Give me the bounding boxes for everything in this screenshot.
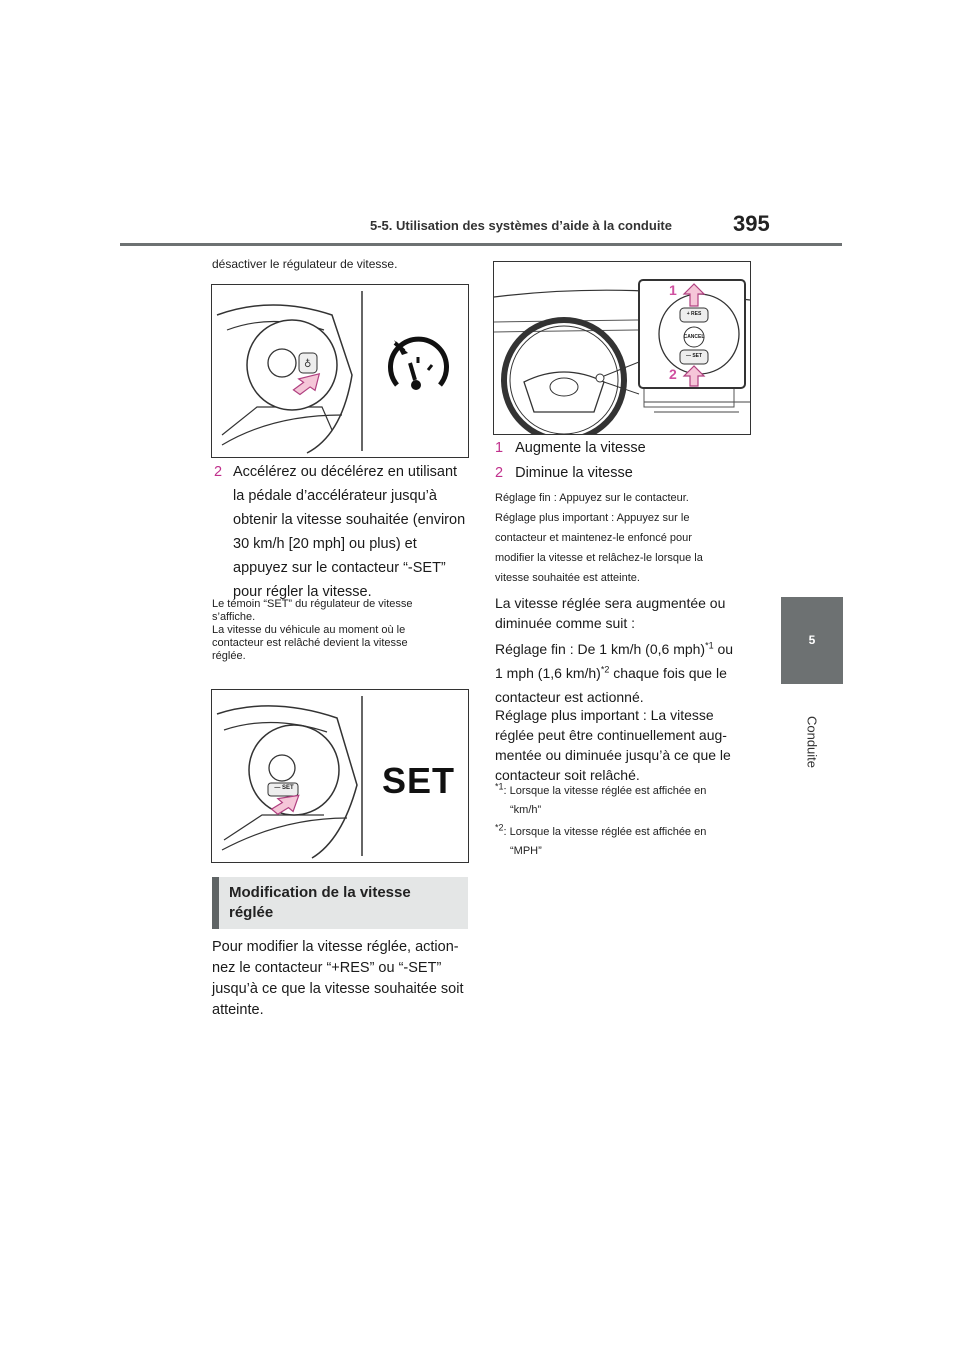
note-line: Le témoin “SET” du régulateur de vitesse — [212, 598, 413, 610]
item-2 — [495, 463, 633, 484]
step-number: 2 — [214, 464, 223, 480]
section-title: 5-5. Utilisation des systèmes d’aide à la conduite — [370, 218, 672, 233]
note-line: La vitesse du véhicule au moment où le — [212, 624, 406, 636]
footnote-1 — [495, 782, 755, 820]
note-line: réglée. — [212, 650, 246, 662]
set-button-label: — SET — [274, 785, 294, 791]
speed-line: diminuée comme suit : — [495, 615, 636, 631]
chapter-tab — [781, 597, 843, 684]
callout-2: 2 — [669, 366, 677, 382]
footnote-line: Lorsque la vitesse réglée est affichée en — [509, 785, 707, 797]
chapter-label — [781, 702, 843, 782]
major-adjust-text — [495, 705, 731, 785]
footnote-mark: *1 — [495, 781, 504, 792]
footnote-ref: *1 — [705, 640, 714, 651]
item-number: 1 — [495, 440, 504, 456]
speed-change-intro — [495, 593, 725, 633]
figure-cruise-switch — [211, 284, 469, 458]
steering-switch-illustration — [212, 285, 468, 457]
major-line: contacteur soit relâché. — [495, 767, 640, 783]
set-label: — SET — [685, 353, 703, 359]
item-1 — [495, 438, 646, 459]
header-rule — [120, 243, 842, 246]
fine-line: vitesse souhaitée est atteinte. — [495, 572, 640, 584]
footnote-line: Lorsque la vitesse réglée est affichée en — [509, 826, 707, 838]
step-line: appuyez sur le contacteur “-SET” — [233, 560, 446, 576]
chapter-label-text: Conduite — [804, 715, 820, 769]
note-line: contacteur est relâché devient la vitesse — [212, 637, 408, 649]
svg-text:♁: ♁ — [304, 359, 312, 370]
cancel-label: CANCEL — [683, 334, 705, 340]
fine-line: Réglage plus important : Appuyez sur le — [495, 512, 690, 524]
major-line: mentée ou diminuée jusqu’à ce que le — [495, 747, 731, 763]
res-label: + RES — [686, 311, 702, 317]
step-line: Accélérez ou décélérez en utilisant — [233, 464, 458, 480]
fine-adjust-part: ou — [713, 641, 734, 657]
adjustment-instructions — [495, 488, 703, 588]
item-text: Augmente la vitesse — [515, 440, 646, 456]
page-number: 395 — [733, 211, 770, 236]
figure-res-set-switches — [493, 261, 751, 435]
fine-line: contacteur et maintenez-le enfoncé pour — [495, 532, 692, 544]
figure-set-switch — [211, 689, 469, 863]
note-line: s’affiche. — [212, 611, 256, 623]
step-line: pour régler la vitesse. — [233, 584, 372, 600]
fine-adjust-part: Réglage fin : De 1 km/h (0,6 mph) — [495, 641, 706, 657]
step-2 — [214, 460, 474, 610]
fine-adjust-part: chaque fois que le — [609, 665, 727, 681]
set-indicator-text: SET — [382, 760, 456, 801]
body-line: jusqu’à ce que la vitesse souhaitée soit — [212, 981, 464, 997]
dashboard-illustration — [494, 262, 750, 434]
body-line: nez le contacteur “+RES” ou “-SET” — [212, 960, 442, 976]
section-heading: Modification de la vitesse réglée — [212, 877, 468, 929]
footnote-ref: *2 — [600, 664, 610, 675]
footnote-sep: : — [503, 785, 507, 797]
fine-line: modifier la vitesse et relâchez-le lorsque la — [495, 552, 703, 564]
footnote-line: “MPH” — [510, 845, 542, 857]
footnote-2 — [495, 823, 755, 861]
modify-speed-text — [212, 937, 474, 1021]
callout-1: 1 — [669, 282, 677, 298]
footnote-line: “km/h” — [510, 804, 542, 816]
body-line: Pour modifier la vitesse réglée, action- — [212, 939, 459, 955]
intro-text: désactiver le régulateur de vitesse. — [212, 257, 398, 271]
fine-adjust-line: contacteur est actionné. — [495, 689, 644, 705]
step-line: 30 km/h [20 mph] ou plus) et — [233, 536, 417, 552]
body-line: atteinte. — [212, 1002, 264, 1018]
fine-adjust-part: 1 mph (1,6 km/h) — [495, 665, 601, 681]
major-line: Réglage plus important : La vitesse — [495, 707, 714, 723]
major-line: réglée peut être continuellement aug- — [495, 727, 727, 743]
step-line: la pédale d’accélérateur jusqu’à — [233, 488, 437, 504]
chapter-number: 5 — [808, 633, 816, 647]
fine-line: Réglage fin : Appuyez sur le contacteur. — [495, 492, 689, 504]
item-number: 2 — [495, 465, 504, 481]
fine-adjust-text — [495, 637, 733, 709]
speed-line: La vitesse réglée sera augmentée ou — [495, 595, 726, 611]
step-line: obtenir la vitesse souhaitée (environ — [233, 512, 466, 528]
footnote-mark: *2 — [495, 822, 504, 833]
item-text: Diminue la vitesse — [515, 465, 633, 481]
footnote-sep: : — [503, 826, 507, 838]
step-note — [212, 598, 472, 663]
